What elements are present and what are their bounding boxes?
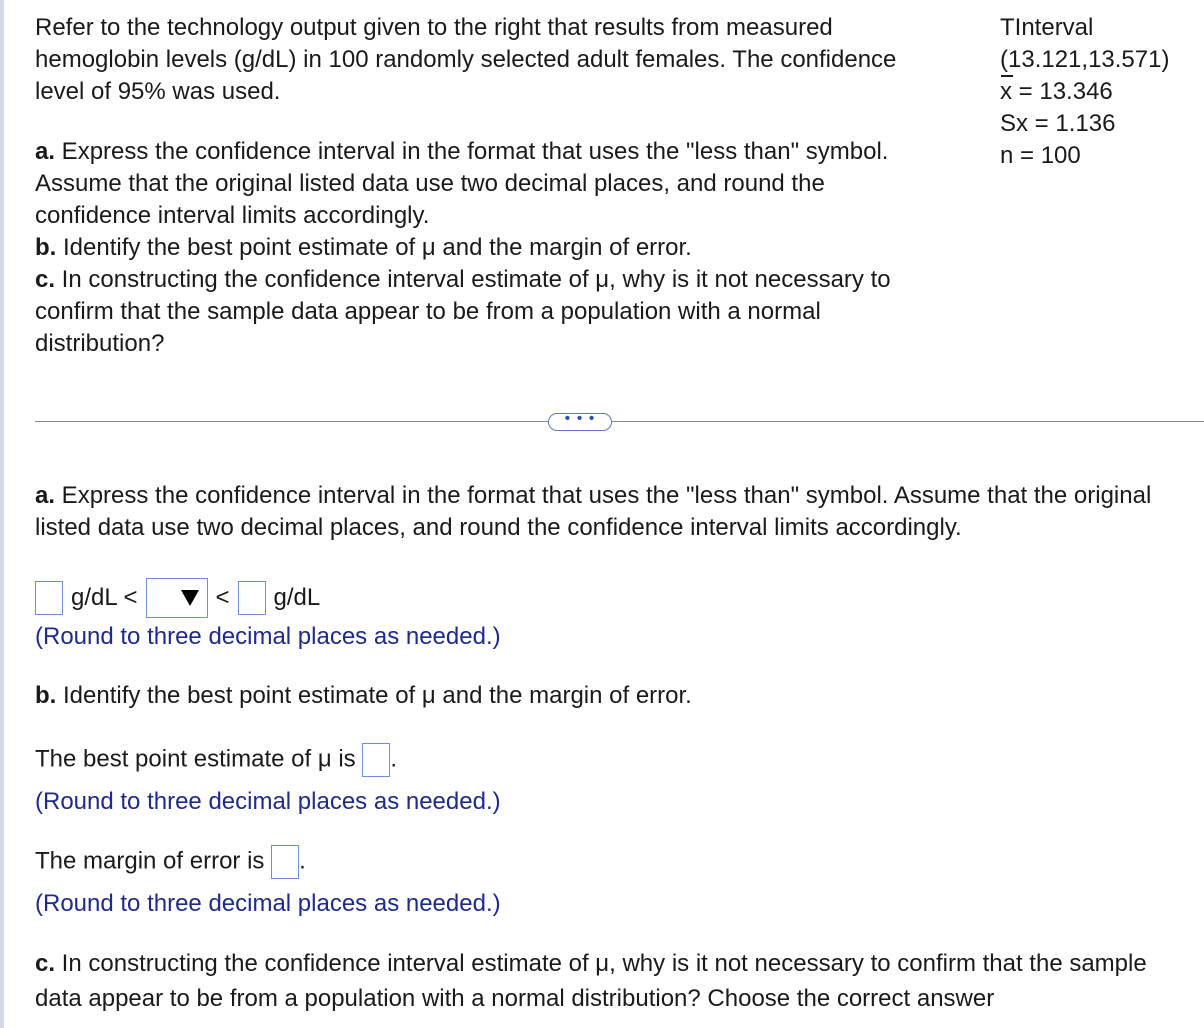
parameter-dropdown[interactable] [146, 578, 208, 618]
interval-answer-row [35, 578, 328, 618]
part-b-q-text: Identify the best point estimate of μ and the margin of error. [56, 682, 692, 709]
part-c-question [35, 946, 1195, 1016]
problem-part-a [35, 136, 945, 232]
xbar-overline [1001, 75, 1013, 77]
margin-error-hint: (Round to three decimal places as needed.) [35, 890, 501, 917]
part-b-text: Identify the best point estimate of μ and the margin of error. [56, 234, 692, 261]
part-c-q-text: In constructing the confidence interval estimate of μ, why is it not necessary to confirm that the sample data appear to be from a population with a normal distribution? Choose the correct answer [35, 950, 1147, 1012]
point-estimate-row [35, 743, 1195, 777]
part-c-q-label: c. [35, 950, 56, 977]
output-n: n = 100 [1000, 142, 1081, 169]
output-xbar [1000, 76, 1200, 108]
part-a-question [35, 480, 1195, 544]
dropdown-arrow-icon [181, 590, 199, 606]
problem-part-c [35, 264, 945, 360]
part-c-text: In constructing the confidence interval estimate of μ, why is it not necessary to confirm that the sample data appear to be from a population with a normal distribution? [35, 266, 891, 357]
part-a-hint: (Round to three decimal places as needed.) [35, 623, 501, 650]
upper-limit-input[interactable] [238, 581, 266, 615]
point-estimate-hint: (Round to three decimal places as needed.) [35, 788, 501, 815]
more-options-button[interactable]: • • • [548, 413, 612, 431]
point-estimate-input[interactable] [362, 743, 390, 777]
unit-upper: g/dL [273, 584, 321, 611]
output-xbar-text: x = 13.346 [1000, 78, 1113, 105]
less-than-symbol: < [215, 584, 230, 611]
problem-part-b [35, 232, 945, 264]
output-interval: (13.121,13.571) [1000, 46, 1170, 73]
problem-statement [35, 12, 945, 360]
part-b-q-label: b. [35, 682, 57, 709]
part-b-question [35, 680, 1195, 712]
margin-error-input[interactable] [271, 845, 299, 879]
part-b-label: b. [35, 234, 57, 261]
left-border [0, 0, 4, 1028]
problem-intro: Refer to the technology output given to the right that results from measured hemoglobin levels (g/dL) in 100 randomly selected adult females. The confidence level of 95% was used. [35, 14, 897, 105]
part-a-q-label: a. [35, 482, 56, 509]
part-a-q-text: Express the confidence interval in the format that uses the "less than" symbol. Assume that the original listed data use two decimal places, and round the confidence interval limits accordingly. [35, 482, 1152, 541]
section-divider [35, 421, 1204, 422]
margin-error-label: The margin of error is [35, 847, 265, 875]
unit-lower: g/dL < [71, 584, 138, 611]
lower-limit-input[interactable] [35, 581, 63, 615]
point-estimate-period: . [390, 745, 397, 773]
technology-output [1000, 12, 1200, 172]
part-c-label: c. [35, 266, 56, 293]
output-title: TInterval [1000, 14, 1094, 41]
output-sx: Sx = 1.136 [1000, 110, 1116, 137]
margin-error-period: . [299, 847, 306, 875]
margin-error-row [35, 845, 1195, 879]
part-a-text: Express the confidence interval in the format that uses the "less than" symbol. Assume that the original listed data use two decimal places, and round the confidence interval limits accordingly. [35, 138, 889, 229]
point-estimate-label: The best point estimate of μ is [35, 745, 356, 773]
part-a-label: a. [35, 138, 56, 165]
